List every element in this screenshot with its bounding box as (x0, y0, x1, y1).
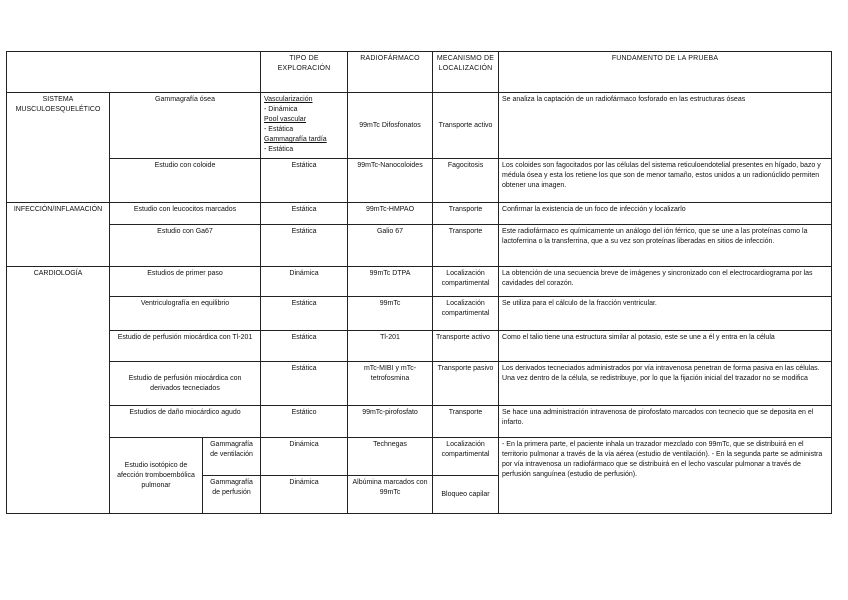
mechanism: Bloqueo capilar (433, 476, 499, 514)
section-infeccion: INFECCIÓN/INFLAMACIÓN (7, 203, 110, 267)
table-row (7, 438, 832, 476)
table-row (7, 203, 832, 225)
mechanism: Transporte (433, 406, 499, 438)
type-line: - Dinámica (264, 106, 298, 113)
foundation: Confirmar la existencia de un foco de infección y localizarlo (499, 203, 832, 225)
exploration-type: Estática (261, 331, 348, 362)
type-line: Gammagrafía tardía (264, 136, 327, 143)
section-musculoesqueletico: SISTEMA MUSCULOESQUELÉTICO (7, 93, 110, 203)
mechanism: Transporte pasivo (433, 362, 499, 406)
header-mecanismo: MECANISMO DE LOCALIZACIÓN (433, 52, 499, 93)
exploration-name: Gammagrafía ósea (110, 93, 261, 159)
exploration-type: Estática (261, 225, 348, 267)
foundation: Los coloides son fagocitados por las células del sistema reticuloendotelial presentes en hígado, bazo y médula ósea y esta los retiene los que son de menor tamaño, estos unidos a un radionúclido permiten obtener una imagen. (499, 159, 832, 203)
mechanism: Localización compartimental (433, 267, 499, 297)
exploration-type: Estático (261, 406, 348, 438)
foundation: Este radiofármaco es químicamente un análogo del ión férrico, que se une a las proteínas como la lactoferrina o la transferrina, que a su vez son proteínas liberadas en sitios de infección. (499, 225, 832, 267)
header-blank (7, 52, 261, 93)
exploration-type-list (261, 93, 348, 159)
radiopharmaceutical: 99mTc (348, 297, 433, 331)
table-row (7, 225, 832, 267)
radiopharmaceutical: Technegas (348, 438, 433, 476)
type-line: Vascularización (264, 96, 313, 103)
foundation: - En la primera parte, el paciente inhala un trazador mezclado con 99mTc, que se distribuirá en el territorio pulmonar a través de la vía aérea (estudio de ventilación). - En la segunda parte se administra por vía intravenosa un radiofármaco que se distribuirá en el lecho vascular pulmonar a través de perfusión sanguínea (estudio de perfusión). (499, 438, 832, 514)
foundation: Se analiza la captación de un radiofármaco fosforado en las estructuras óseas (499, 93, 832, 159)
exploration-type: Estática (261, 203, 348, 225)
foundation: Los derivados tecneciados administrados por vía intravenosa penetran de forma pasiva en las células. Una vez dentro de la célula, se redistribuye, por lo que la fijación inicial del trazador no se modifica (499, 362, 832, 406)
table-row (7, 267, 832, 297)
header-radiofarmaco: RADIOFÁRMACO (348, 52, 433, 93)
radiopharmaceutical: mTc-MIBI y mTc-tetrofosmina (348, 362, 433, 406)
sub-exploration-name: Gammagrafía de perfusión (203, 476, 261, 514)
mechanism: Transporte (433, 203, 499, 225)
header-fundamento: FUNDAMENTO DE LA PRUEBA (499, 52, 832, 93)
table-row (7, 159, 832, 203)
table-row (7, 331, 832, 362)
exploration-name: Estudio con Ga67 (110, 225, 261, 267)
exploration-name: Estudio de perfusión miocárdica con Tl-201 (110, 331, 261, 362)
exploration-type: Estática (261, 159, 348, 203)
exploration-type: Dinámica (261, 438, 348, 476)
type-line: - Estática (264, 126, 294, 133)
exploration-name: Estudios de primer paso (110, 267, 261, 297)
scintigraphy-table (6, 51, 832, 514)
exploration-type: Estática (261, 297, 348, 331)
exploration-name: Ventriculografía en equilibrio (110, 297, 261, 331)
mechanism: Transporte activo (433, 93, 499, 159)
header-row (7, 52, 832, 93)
mechanism: Transporte (433, 225, 499, 267)
radiopharmaceutical: 99mTc-Nanocoloides (348, 159, 433, 203)
header-tipo: TIPO DE EXPLORACIÓN (261, 52, 348, 93)
table-row (7, 362, 832, 406)
type-line: Pool vascular (264, 116, 307, 123)
table-row (7, 297, 832, 331)
exploration-name: Estudio isotópico de afección tromboembólica pulmonar (110, 438, 203, 514)
radiopharmaceutical: 99mTc-HMPAO (348, 203, 433, 225)
exploration-type: Dinámica (261, 267, 348, 297)
radiopharmaceutical: 99mTc DTPA (348, 267, 433, 297)
radiopharmaceutical: Galio 67 (348, 225, 433, 267)
exploration-name: Estudio con leucocitos marcados (110, 203, 261, 225)
radiopharmaceutical: 99mTc-pirofosfato (348, 406, 433, 438)
table-row (7, 93, 832, 159)
radiopharmaceutical: Albúmina marcados con 99mTc (348, 476, 433, 514)
foundation: Como el talio tiene una estructura similar al potasio, este se une a él y entra en la célula (499, 331, 832, 362)
foundation: Se hace una administración intravenosa de pirofosfato marcados con tecnecio que se deposita en el infarto. (499, 406, 832, 438)
exploration-name: Estudios de daño miocárdico agudo (110, 406, 261, 438)
exploration-name: Estudio con coloide (110, 159, 261, 203)
radiopharmaceutical: 99mTc Difosfonatos (348, 93, 433, 159)
exploration-name: Estudio de perfusión miocárdica con derivados tecneciados (110, 362, 261, 406)
sub-exploration-name: Gammagrafía de ventilación (203, 438, 261, 476)
section-cardiologia: CARDIOLOGÍA (7, 267, 110, 514)
radiopharmaceutical: Tl-201 (348, 331, 433, 362)
mechanism: Localización compartimental (433, 438, 499, 476)
foundation: La obtención de una secuencia breve de imágenes y sincronizado con el electrocardiograma por las cavidades del corazón. (499, 267, 832, 297)
mechanism: Fagocitosis (433, 159, 499, 203)
exploration-type: Estática (261, 362, 348, 406)
type-line: - Estática (264, 146, 294, 153)
mechanism: Localización compartimental (433, 297, 499, 331)
exploration-type: Dinámica (261, 476, 348, 514)
table-row (7, 406, 832, 438)
mechanism: Transporte activo (433, 331, 499, 362)
foundation: Se utiliza para el cálculo de la fracción ventricular. (499, 297, 832, 331)
